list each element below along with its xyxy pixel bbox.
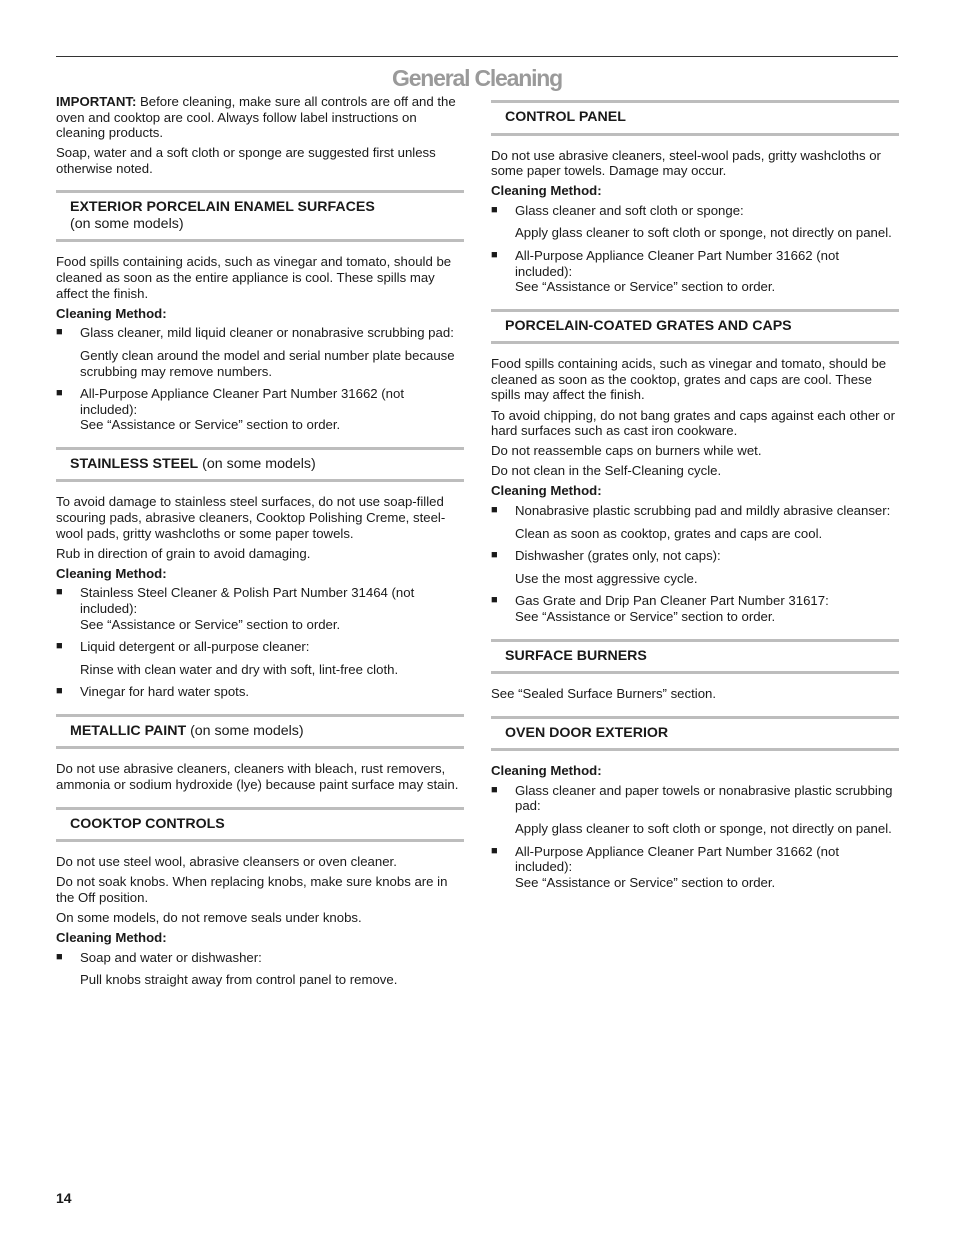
cleaning-method-label: Cleaning Method: xyxy=(491,483,602,499)
bullet-icon: ■ xyxy=(491,844,498,857)
heading-text: OVEN DOOR EXTERIOR xyxy=(505,724,669,741)
bullet-text: Stainless Steel Cleaner & Polish Part Number 31464 (not included): xyxy=(80,585,415,616)
bullet-text-line2: See “Assistance or Service” section to order. xyxy=(80,417,341,433)
bullet-note: Pull knobs straight away from control panel to remove. xyxy=(80,972,398,988)
heading-text: STAINLESS STEEL xyxy=(70,455,199,472)
bullet-note: Clean as soon as cooktop, grates and caps are cool. xyxy=(515,525,823,541)
bullet-text: All-Purpose Appliance Cleaner Part Number 31662 (not included): xyxy=(515,247,840,279)
bullet-icon: ■ xyxy=(56,326,63,339)
cleaning-method-label: Cleaning Method: xyxy=(491,763,602,779)
cleaning-method-label: Cleaning Method: xyxy=(56,305,167,321)
bullet-text-line2: See “Assistance or Service” section to order. xyxy=(515,279,776,295)
grates-paragraph-1: Food spills containing acids, such as vinegar and tomato, should be cleaned as soon as the cooktop, grates and caps are cool. These spills may affect the finish. xyxy=(491,356,887,403)
bullet-text-line2: See “Assistance or Service” section to order. xyxy=(515,874,776,890)
bullet-icon: ■ xyxy=(56,387,63,400)
list-item xyxy=(491,783,899,814)
page-title: General Cleaning xyxy=(392,65,562,91)
bullet-note: Apply glass cleaner to soft cloth or sponge, not directly on panel. xyxy=(515,225,892,241)
list-item xyxy=(491,593,899,624)
heading-text: EXTERIOR PORCELAIN ENAMEL SURFACES xyxy=(70,199,375,216)
bullet-text: Glass cleaner and paper towels or nonabrasive plastic scrubbing pad: xyxy=(515,782,893,814)
page-number: 14 xyxy=(56,1190,72,1206)
important-text: Before cleaning, make sure all controls are off and the oven and cooktop are cool. Always follow label instructions on cleaning products. xyxy=(56,94,456,141)
list-item xyxy=(56,386,464,433)
list-item xyxy=(56,950,464,966)
bullet-text: Vinegar for hard water spots. xyxy=(80,684,250,700)
soap-paragraph: Soap, water and a soft cloth or sponge are suggested first unless otherwise noted. xyxy=(56,145,436,176)
bullet-text: All-Purpose Appliance Cleaner Part Number 31662 (not included): xyxy=(80,386,405,417)
heading-sub: (on some models) xyxy=(198,455,316,472)
bullet-note: Use the most aggressive cycle. xyxy=(515,570,698,586)
heading-text: PORCELAIN-COATED GRATES AND CAPS xyxy=(505,317,792,334)
bullet-icon: ■ xyxy=(491,549,498,562)
bullet-note: Gently clean around the model and serial number plate because scrubbing may remove numbers. xyxy=(80,347,455,379)
section-heading-cooktop xyxy=(56,807,464,843)
exterior-paragraph: Food spills containing acids, such as vinegar and tomato, should be cleaned as soon as the entire appliance is cool. These spills may affect the finish. xyxy=(56,254,452,301)
section-heading-exterior xyxy=(56,190,464,242)
section-heading-stainless xyxy=(56,447,464,483)
heading-text: SURFACE BURNERS xyxy=(505,647,647,664)
bullet-icon: ■ xyxy=(491,248,498,261)
metallic-paragraph: Do not use abrasive cleaners, cleaners with bleach, rust removers, ammonia or sodium hydroxide (lye) because paint surface may stain. xyxy=(56,761,459,793)
bullet-text-line2: See “Assistance or Service” section to order. xyxy=(80,616,341,632)
section-heading-burners xyxy=(491,639,899,675)
cooktop-paragraph-3: On some models, do not remove seals under knobs. xyxy=(56,909,362,925)
list-item xyxy=(56,639,464,655)
grates-paragraph-4: Do not clean in the Self-Cleaning cycle. xyxy=(491,463,722,479)
stainless-paragraph-1: To avoid damage to stainless steel surfaces, do not use soap-filled scouring pads, abrasive cleaners, Cooktop Polishing Creme, steel-wool pads, gritty washcloths or some paper towels. xyxy=(56,494,446,541)
bullet-text: Gas Grate and Drip Pan Cleaner Part Number 31617: xyxy=(515,593,829,609)
bullet-text: Soap and water or dishwasher: xyxy=(80,949,262,965)
bullet-note: Rinse with clean water and dry with soft, lint-free cloth. xyxy=(80,661,399,677)
important-label: IMPORTANT: xyxy=(56,94,137,109)
bullet-icon: ■ xyxy=(491,594,498,607)
section-heading-metallic xyxy=(56,714,464,750)
bullet-icon: ■ xyxy=(56,586,63,599)
section-heading-oven-door xyxy=(491,716,899,752)
cleaning-method-label: Cleaning Method: xyxy=(56,930,167,945)
bullet-icon: ■ xyxy=(491,783,498,796)
bullet-note: Apply glass cleaner to soft cloth or sponge, not directly on panel. xyxy=(515,820,892,836)
bullet-icon: ■ xyxy=(56,640,63,653)
stainless-paragraph-2: Rub in direction of grain to avoid damaging. xyxy=(56,545,311,561)
section-heading-grates xyxy=(491,309,899,345)
heading-text: COOKTOP CONTROLS xyxy=(70,815,225,832)
control-panel-paragraph: Do not use abrasive cleaners, steel-wool pads, gritty washcloths or some paper towels. Damage may occur. xyxy=(491,147,881,179)
cleaning-method-label: Cleaning Method: xyxy=(56,565,167,581)
heading-text: METALLIC PAINT xyxy=(70,722,187,739)
right-column xyxy=(491,94,899,897)
heading-sub: (on some models) xyxy=(70,215,184,232)
bullet-text: Dishwasher (grates only, not caps): xyxy=(515,548,721,564)
list-item xyxy=(491,844,899,891)
grates-paragraph-2: To avoid chipping, do not bang grates and caps against each other or hard surfaces such as cast iron cookware. xyxy=(491,407,895,439)
bullet-icon: ■ xyxy=(56,685,63,698)
cleaning-method-label: Cleaning Method: xyxy=(491,183,602,199)
important-paragraph xyxy=(56,94,464,141)
bullet-text: All-Purpose Appliance Cleaner Part Number 31662 (not included): xyxy=(515,843,840,875)
bullet-text: Liquid detergent or all-purpose cleaner: xyxy=(80,639,310,655)
list-item xyxy=(491,248,899,295)
bullet-text-line2: See “Assistance or Service” section to order. xyxy=(515,608,776,624)
bullet-text: Glass cleaner and soft cloth or sponge: xyxy=(515,202,744,218)
burners-paragraph: See “Sealed Surface Burners” section. xyxy=(491,686,717,702)
grates-paragraph-3: Do not reassemble caps on burners while wet. xyxy=(491,443,762,459)
list-item xyxy=(56,585,464,632)
bullet-icon: ■ xyxy=(56,950,63,963)
heading-sub: (on some models) xyxy=(186,722,304,739)
top-rule xyxy=(56,56,898,57)
bullet-text: Glass cleaner, mild liquid cleaner or nonabrasive scrubbing pad: xyxy=(80,325,454,341)
bullet-icon: ■ xyxy=(491,504,498,516)
list-item xyxy=(56,684,464,700)
list-item xyxy=(491,203,899,219)
heading-text: CONTROL PANEL xyxy=(505,109,626,125)
cooktop-paragraph-1: Do not use steel wool, abrasive cleansers or oven cleaner. xyxy=(56,854,397,870)
list-item xyxy=(491,548,899,564)
cooktop-paragraph-2: Do not soak knobs. When replacing knobs, make sure knobs are in the Off position. xyxy=(56,874,448,905)
left-column xyxy=(56,94,464,995)
list-item xyxy=(56,325,464,341)
section-heading-control-panel xyxy=(491,100,899,136)
bullet-text: Nonabrasive plastic scrubbing pad and mildly abrasive cleanser: xyxy=(515,503,891,518)
bullet-icon: ■ xyxy=(491,203,498,216)
list-item xyxy=(491,503,899,519)
